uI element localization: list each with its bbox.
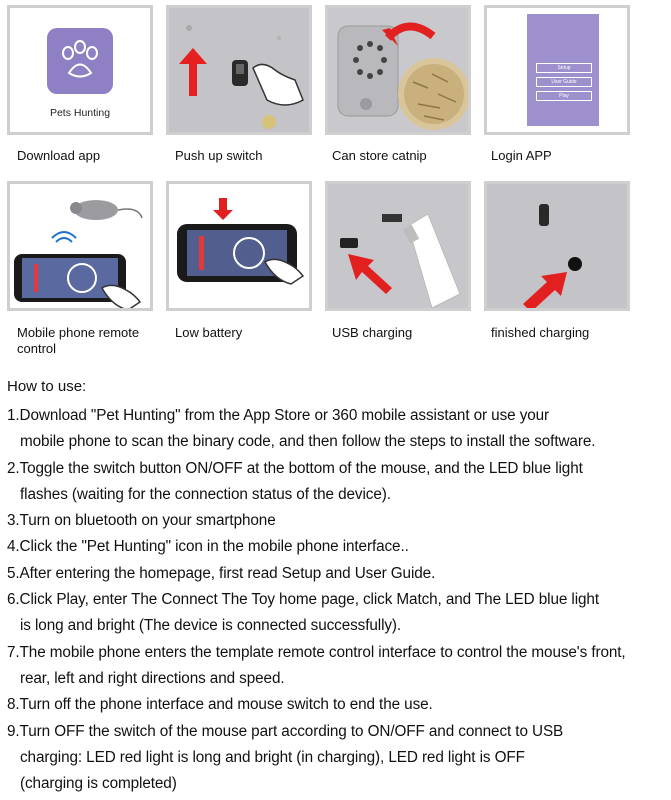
step-7-line-1: 7.The mobile phone enters the template remote control interface to control the mouse's front, [7, 643, 626, 661]
step-9 [7, 719, 671, 798]
caption-push-up-switch: Push up switch [175, 148, 263, 163]
step-5-line-1: 5.After entering the homepage, first read Setup and User Guide. [7, 564, 436, 582]
caption-can-store-catnip: Can store catnip [332, 148, 427, 163]
step-8 [7, 692, 671, 718]
howto-title: How to use: [7, 378, 87, 395]
finished-charging-illustration [487, 184, 627, 308]
app-name: Pets Hunting [49, 107, 111, 119]
step-2-line-1: 2.Toggle the switch button ON/OFF at the bottom of the mouse, and the LED blue light [7, 459, 583, 477]
tile-usb-charging [325, 181, 471, 311]
login-app-screen [527, 14, 599, 126]
step-1 [7, 403, 671, 456]
tile-login-app [484, 5, 630, 135]
tile-mobile-phone-remote [7, 181, 153, 311]
catnip-compartment-illustration [328, 8, 468, 132]
step-6-line-2: is long and bright (The device is connected successfully). [20, 617, 402, 635]
howto-steps [7, 403, 671, 797]
tile-download-app [7, 5, 153, 135]
step-4-line-1: 4.Click the "Pet Hunting" icon in the mobile phone interface.. [7, 538, 409, 556]
step-9-line-2: charging: LED red light is long and bright (in charging), LED red light is OFF [20, 748, 525, 766]
pets-hunting-app-icon [47, 28, 113, 94]
low-battery-illustration [169, 184, 309, 308]
usb-charging-illustration [328, 184, 468, 308]
menu-setup: Setup [536, 63, 592, 73]
step-3-line-1: 3.Turn on bluetooth on your smartphone [7, 512, 276, 530]
mouse-switch-illustration [169, 8, 309, 132]
menu-user-guide: User Guide [536, 77, 592, 87]
tile-finished-charging [484, 181, 630, 311]
paw-icon [47, 28, 113, 94]
step-6-line-1: 6.Click Play, enter The Connect The Toy home page, click Match, and The LED blue light [7, 591, 599, 609]
step-1-line-1: 1.Download "Pet Hunting" from the App Store or 360 mobile assistant or use your [7, 407, 550, 424]
caption-finished-charging: finished charging [491, 325, 590, 340]
step-6 [7, 587, 671, 640]
tile-low-battery [166, 181, 312, 311]
step-9-line-1: 9.Turn OFF the switch of the mouse part according to ON/OFF and connect to USB [7, 722, 564, 740]
step-2-line-2: flashes (waiting for the connection status of the device). [20, 485, 391, 503]
step-4 [7, 534, 671, 560]
caption-login-app: Login APP [491, 148, 552, 163]
caption-usb-charging: USB charging [332, 325, 413, 340]
step-3 [7, 508, 671, 534]
caption-mobile-phone-remote: Mobile phone remote control [17, 325, 140, 356]
step-7 [7, 640, 671, 693]
caption-low-battery: Low battery [175, 325, 243, 340]
caption-download-app: Download app [17, 148, 101, 163]
tile-can-store-catnip [325, 5, 471, 135]
step-8-line-1: 8.Turn off the phone interface and mouse switch to end the use. [7, 696, 433, 714]
step-9-line-3: (charging is completed) [20, 775, 177, 793]
menu-play: Play [536, 91, 592, 101]
step-5 [7, 561, 671, 587]
step-2 [7, 456, 671, 509]
phone-remote-illustration [10, 184, 150, 308]
step-1-line-2: mobile phone to scan the binary code, and then follow the steps to install the software. [20, 433, 596, 451]
tile-push-up-switch [166, 5, 312, 135]
step-7-line-2: rear, left and right directions and speed. [20, 669, 285, 687]
